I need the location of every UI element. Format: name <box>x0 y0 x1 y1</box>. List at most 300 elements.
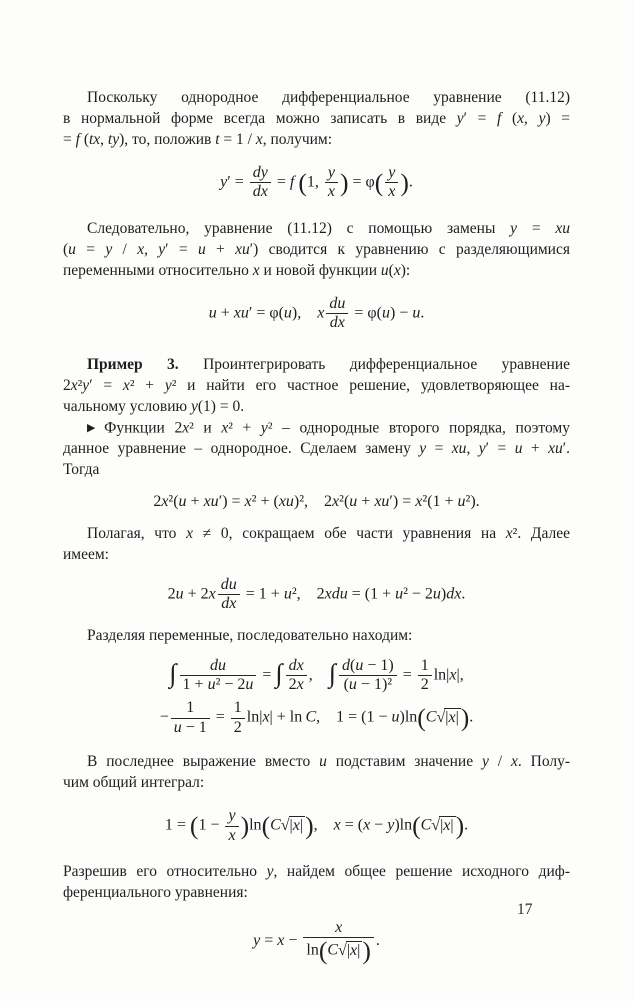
text-run: = ( <box>340 816 364 834</box>
text-run: y <box>510 219 518 237</box>
text-run: x <box>448 708 456 726</box>
text-run: u <box>349 492 358 510</box>
text-run: Разрешив его относительно <box>63 862 267 880</box>
text-run: f <box>289 173 295 191</box>
text-run: C <box>305 708 317 726</box>
radical-sign-icon: √ <box>436 708 446 726</box>
big-paren: ( <box>261 811 271 841</box>
text-run: ( <box>63 240 69 258</box>
text-run: Следовательно, уравнение (11.12) с помощью замены <box>87 219 511 237</box>
text-run: данное уравнение – однородное. Сделаем замену <box>63 439 420 457</box>
fraction <box>339 657 397 695</box>
text-run: y <box>456 110 464 127</box>
text-run: = (1 + <box>347 585 396 603</box>
big-paren: ( <box>374 168 384 198</box>
integral-sign-icon: ∫ <box>169 658 177 689</box>
denominator <box>171 718 210 737</box>
text-line <box>63 417 570 438</box>
text-line <box>63 772 570 793</box>
text-run: x <box>296 676 304 694</box>
formula-integrals <box>63 657 570 695</box>
text-run: x <box>327 183 335 201</box>
text-run: y <box>105 240 113 258</box>
text-run: | <box>346 941 351 959</box>
text-run: / <box>112 240 138 258</box>
text-run: − <box>370 816 388 834</box>
radical-sign-icon: √ <box>338 941 347 959</box>
text-run: ² + <box>129 376 165 394</box>
text-run: 1 <box>186 699 195 717</box>
text-run: ln <box>399 816 413 834</box>
text-run: ( <box>388 261 394 279</box>
text-run: − 1 <box>181 718 207 736</box>
text-run: f <box>497 110 502 127</box>
text-run: u <box>355 656 364 674</box>
text-run: 2 <box>167 585 176 603</box>
text-run: | <box>455 708 459 726</box>
denominator <box>180 675 257 694</box>
text-run: x <box>415 492 423 510</box>
text-run: . Полу- <box>517 753 571 771</box>
text-run: ): <box>400 261 411 279</box>
text-run: = <box>398 666 416 684</box>
solution-start-icon: ▶ <box>87 420 102 434</box>
text-run: = 1 / <box>219 131 256 148</box>
text-run: ( <box>343 676 349 694</box>
text-line <box>63 239 570 260</box>
fraction <box>326 295 348 333</box>
text-run: 1 − <box>198 816 224 834</box>
fraction <box>303 919 373 964</box>
text-run: y <box>220 173 228 191</box>
text-run: ² – однородные второго порядка, поэтому <box>267 418 570 436</box>
text-run: В последнее выражение вместо <box>87 753 320 771</box>
text-run: 2 <box>63 376 71 394</box>
text-run: . <box>464 816 469 834</box>
sqrt-radical <box>431 815 455 836</box>
text-run: Разделяя переменные, последовательно находим: <box>87 626 413 644</box>
text-run: Тогда <box>63 460 100 478</box>
text-run: 1 <box>420 656 429 674</box>
big-paren: ) <box>362 936 371 966</box>
text-run: u <box>381 304 390 322</box>
para-normal-form <box>63 87 570 150</box>
text-run: | <box>289 816 293 834</box>
text-run: xu <box>555 219 570 237</box>
text-run: подставим значение <box>326 753 482 771</box>
integral-sign-icon: ∫ <box>275 658 283 689</box>
text-run: 2 <box>288 676 297 694</box>
numerator <box>250 164 271 182</box>
text-run: x <box>317 304 325 322</box>
text-run: и новой функции <box>259 261 381 279</box>
text-run: (1) = 0. <box>197 397 245 415</box>
text-run: / <box>488 753 511 771</box>
text-run: − <box>159 708 169 726</box>
text-run: . <box>461 585 466 603</box>
fraction <box>418 657 432 695</box>
text-run: x <box>388 183 396 201</box>
text-run: + <box>357 492 375 510</box>
big-paren: ( <box>189 811 199 841</box>
text-run: = <box>258 666 276 684</box>
text-run: ², 2 <box>291 585 325 603</box>
text-run: y <box>387 816 395 834</box>
numerator <box>218 576 240 594</box>
text-run: = <box>260 932 278 950</box>
text-run: x <box>517 110 525 127</box>
text-run: f <box>75 131 80 148</box>
text-run: ′. <box>562 439 570 457</box>
para-solution-start <box>63 417 570 480</box>
sqrt-radical <box>338 942 362 960</box>
text-run: y <box>266 862 274 880</box>
text-run: имеем: <box>63 545 109 563</box>
text-run: ln <box>249 816 262 834</box>
text-run: | <box>299 816 304 834</box>
text-run: dx <box>288 656 304 674</box>
integral-sign-icon: ∫ <box>328 658 336 689</box>
text-run: ′ = <box>165 240 198 258</box>
page-number: 17 <box>517 901 533 918</box>
text-run: xu <box>278 492 294 510</box>
text-run: x <box>244 492 252 510</box>
text-run: . <box>408 173 413 191</box>
text-run: ) = <box>545 110 570 127</box>
text-run: xdu <box>324 585 348 603</box>
fraction <box>385 164 398 202</box>
text-run: y <box>327 164 335 181</box>
big-paren: ( <box>417 703 426 733</box>
text-run: x <box>122 376 130 394</box>
text-line <box>63 625 570 646</box>
text-run: , <box>100 131 108 148</box>
numerator <box>339 657 397 675</box>
text-run: ² <box>77 376 83 394</box>
bold-label: Пример 3. <box>87 355 179 373</box>
text-run: |, <box>456 666 464 684</box>
text-run: ′) = <box>218 492 245 510</box>
text-run: du <box>329 294 346 312</box>
numerator <box>326 295 348 313</box>
text-run: u <box>412 304 421 322</box>
text-run: = <box>63 131 76 148</box>
text-run: = φ <box>348 173 375 191</box>
text-run: y <box>158 240 166 258</box>
text-run: | <box>445 708 449 726</box>
text-run: , <box>466 439 479 457</box>
text-run: ²(1 + <box>422 492 458 510</box>
numerator <box>180 657 257 675</box>
text-run: = <box>272 173 290 191</box>
big-paren: ) <box>460 703 470 733</box>
big-paren: ) <box>400 168 409 198</box>
text-run: ′ = φ( <box>248 304 284 322</box>
denominator <box>218 594 240 613</box>
text-run: C <box>425 708 437 726</box>
text-run: ² и найти его частное решение, удовлетворяющее на- <box>171 376 570 394</box>
text-run: ² − 2 <box>215 676 246 694</box>
text-run: y <box>253 932 261 950</box>
text-run: − 1) <box>363 656 394 674</box>
sqrt-radical <box>281 815 305 836</box>
big-paren: ( <box>298 168 307 198</box>
text-run: в нормальной форме всегда можно записать в виде <box>63 110 457 127</box>
text-line <box>63 861 570 882</box>
text-run: ) <box>440 585 447 603</box>
text-line <box>63 129 570 150</box>
denominator <box>385 182 398 201</box>
text-line <box>63 544 570 565</box>
text-line <box>63 523 570 544</box>
text-run: − 1)² <box>356 676 393 694</box>
text-run: dx <box>221 595 237 613</box>
text-run: ²). <box>465 492 480 510</box>
text-run: Функции 2 <box>104 418 183 436</box>
radical-sign-icon: √ <box>431 816 441 834</box>
text-run: ln <box>289 708 303 726</box>
text-run: + <box>216 304 234 322</box>
text-run: ′ = <box>485 439 515 457</box>
text-run: dx <box>329 314 345 332</box>
numerator <box>286 657 307 675</box>
denominator <box>325 182 338 201</box>
formula-integrated <box>63 699 570 737</box>
text-line <box>63 459 570 480</box>
fraction <box>231 699 245 737</box>
text-run: x <box>186 524 194 542</box>
text-run: x <box>335 918 343 936</box>
text-run: xu <box>548 439 563 457</box>
text-run: y <box>260 418 268 436</box>
text-run: | <box>440 816 444 834</box>
fraction <box>325 164 338 202</box>
fraction <box>180 657 257 695</box>
text-run: 2 <box>153 492 162 510</box>
text-run: | <box>357 941 361 959</box>
text-line <box>63 375 570 396</box>
formula-general-solution <box>63 919 570 964</box>
text-run: d <box>342 656 350 674</box>
text-run: xu <box>235 240 250 258</box>
text-run: x <box>510 753 518 771</box>
text-run: , найдем общее решение исходного диф- <box>273 862 570 880</box>
text-run: ln <box>306 941 319 959</box>
text-run: du <box>220 575 237 593</box>
text-run: ². Далее <box>512 524 570 542</box>
text-run: = φ( <box>350 304 382 322</box>
text-run: ln <box>433 666 447 684</box>
numerator <box>303 919 373 937</box>
text-run: ² + ( <box>251 492 279 510</box>
para-separating <box>63 625 570 646</box>
text-run: 1 + <box>182 676 208 694</box>
text-run: y <box>419 439 427 457</box>
numerator <box>231 699 245 717</box>
text-line <box>63 108 570 129</box>
text-run: x <box>332 492 340 510</box>
text-run: x <box>393 261 401 279</box>
denominator <box>303 937 373 964</box>
text-run: x <box>228 826 236 844</box>
text-run: ′) = <box>389 492 416 510</box>
text-run: , <box>524 110 539 127</box>
text-run: Проинтегрировать дифференциальное уравнение <box>178 355 570 373</box>
fraction <box>225 807 238 845</box>
text-run: x <box>363 816 371 834</box>
text-run: x <box>292 816 300 834</box>
text-run: x <box>70 376 78 394</box>
big-paren: ) <box>455 811 465 841</box>
text-run: x <box>350 941 358 959</box>
text-run: u <box>432 585 441 603</box>
fraction <box>171 699 210 737</box>
text-run: u <box>197 240 206 258</box>
text-run: u <box>395 585 404 603</box>
numerator <box>325 164 338 182</box>
fraction <box>218 576 240 614</box>
text-run: C <box>327 941 339 959</box>
text-run: u <box>175 585 184 603</box>
text-run: u <box>457 492 466 510</box>
radicand <box>289 816 306 834</box>
text-run: ( <box>350 656 356 674</box>
text-run: ′) сводится к уравнению с разделяющимися <box>249 240 570 258</box>
text-run: u <box>283 585 292 603</box>
text-run: ≠ 0, сокращаем обе части уравнения на <box>193 524 506 542</box>
text-run: ln <box>404 708 418 726</box>
text-run: )², 2 <box>293 492 333 510</box>
text-run: ′ = <box>89 376 123 394</box>
denominator <box>225 826 238 845</box>
text-line <box>63 260 570 281</box>
text-run: ²( <box>168 492 179 510</box>
numerator <box>225 807 238 825</box>
text-run: 1 <box>233 699 242 717</box>
text-run: + 2 <box>183 585 209 603</box>
text-run: dy <box>252 164 268 181</box>
text-run: . <box>375 932 380 950</box>
text-run: x <box>262 708 270 726</box>
text-run: u <box>348 676 357 694</box>
text-run: x <box>161 492 169 510</box>
text-run: ), <box>291 304 318 322</box>
text-run: ² и <box>189 418 222 436</box>
text-run: dx <box>252 183 268 201</box>
text-run: u <box>514 439 523 457</box>
text-run: u <box>173 718 182 736</box>
text-run: u <box>208 304 217 322</box>
text-run: y <box>481 753 489 771</box>
fraction <box>286 657 307 695</box>
text-run: xu <box>233 304 249 322</box>
text-run: + <box>522 439 549 457</box>
big-paren: ( <box>412 811 421 841</box>
formula-after-substitution <box>63 491 570 512</box>
numerator <box>171 699 210 717</box>
text-run: xu <box>203 492 219 510</box>
text-line <box>63 87 570 108</box>
text-run: u <box>319 753 327 771</box>
text-run: x <box>449 666 457 684</box>
text-run: xu <box>374 492 390 510</box>
text-run: x <box>252 261 260 279</box>
denominator <box>326 313 348 332</box>
text-run: ( <box>79 131 89 148</box>
radicand <box>346 941 363 959</box>
text-run: x <box>505 524 513 542</box>
text-run: x <box>255 131 263 148</box>
text-run: чальному условию <box>63 397 191 415</box>
para-general-solution <box>63 861 570 903</box>
text-run: x <box>221 418 229 436</box>
text-run: u <box>283 304 292 322</box>
text-run: x <box>333 816 341 834</box>
text-run: переменными относительно <box>63 261 253 279</box>
text-run: , получим: <box>262 131 333 148</box>
big-paren: ) <box>305 811 314 841</box>
text-run: = 1 + <box>241 585 284 603</box>
numerator <box>418 657 432 675</box>
text-run: ) <box>394 816 400 834</box>
text-run: 2 <box>420 676 429 694</box>
text-run: + <box>205 240 236 258</box>
text-run: y <box>538 110 546 127</box>
text-line <box>63 751 570 772</box>
denominator <box>286 675 307 694</box>
text-run: x <box>182 418 190 436</box>
text-run: x <box>137 240 145 258</box>
text-line <box>63 438 570 459</box>
text-run: , <box>313 816 334 834</box>
text-line <box>63 396 570 417</box>
formula-general-integral <box>63 807 570 845</box>
denominator <box>339 675 397 694</box>
text-run: . <box>420 304 425 322</box>
text-run: y <box>388 164 396 181</box>
big-paren: ) <box>339 168 349 198</box>
big-paren: ) <box>240 811 250 841</box>
text-run: ln <box>246 708 260 726</box>
text-run: u <box>207 676 216 694</box>
text-run: Полагая, что <box>87 524 187 542</box>
text-run: y <box>478 439 486 457</box>
fraction <box>250 164 271 202</box>
text-run: = <box>75 240 106 258</box>
text-run: ² − 2 <box>403 585 433 603</box>
para-divide-by-x2 <box>63 523 570 565</box>
text-run: x <box>208 585 216 603</box>
text-run: + <box>186 492 204 510</box>
text-run: u <box>380 261 389 279</box>
para-example-3 <box>63 354 570 417</box>
text-run: t <box>215 131 220 148</box>
text-run: ′ = <box>463 110 498 127</box>
denominator <box>231 718 245 737</box>
formula-separable <box>63 295 570 333</box>
text-run: . <box>469 708 474 726</box>
text-run: , 1 = (1 − <box>316 708 392 726</box>
text-run: ² + <box>228 418 261 436</box>
text-run: | <box>450 816 454 834</box>
text-run: 1, <box>306 173 323 191</box>
text-run: 1 = <box>164 816 190 834</box>
text-run: − <box>284 932 302 950</box>
radicand <box>439 816 456 834</box>
radical-sign-icon: √ <box>280 816 290 834</box>
text-run: = <box>426 439 452 457</box>
text-run: x <box>277 932 285 950</box>
